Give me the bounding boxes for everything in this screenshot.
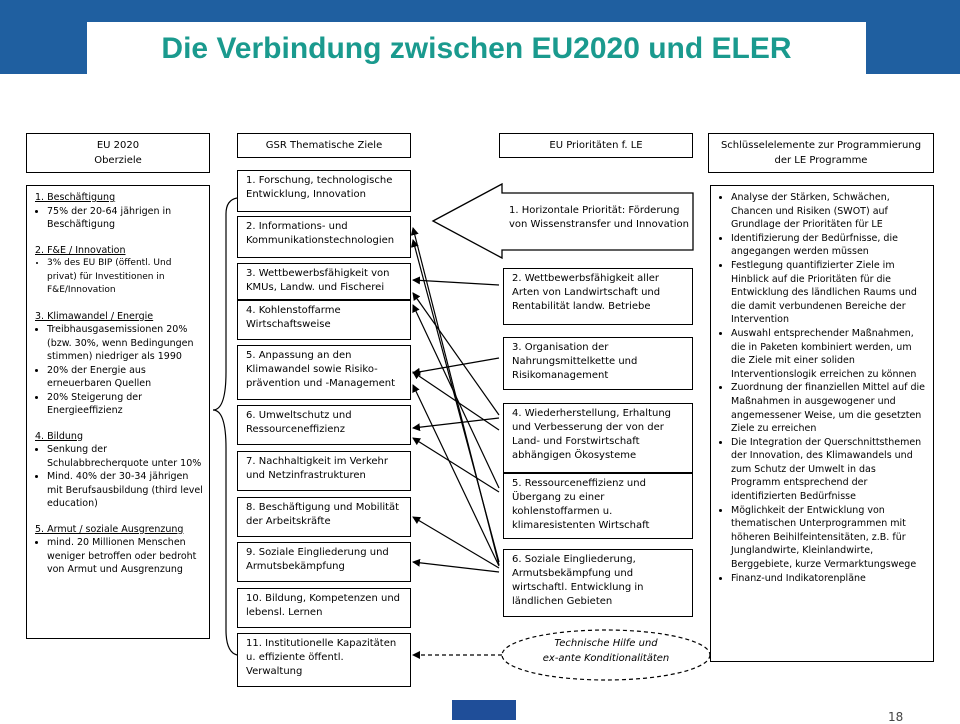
- eu2020-goal-heading: 2. F&E / Innovation: [35, 244, 126, 256]
- eu2020-goal-bullet: • 20% Steigerung der Energieeffizienz: [47, 391, 203, 418]
- key-element-item: • Analyse der Stärken, Schwächen, Chancen und Risiken (SWOT) auf Grundlage der Prioritäten für LE: [731, 191, 927, 232]
- eu2020-goal-3: [35, 310, 203, 418]
- thematic-goal-10: 10. Bildung, Kompetenzen und lebensl. Lernen: [237, 588, 411, 628]
- eu2020-goal-bullet: • mind. 20 Millionen Menschen weniger betroffen oder bedroht von Armut und Ausgrenzung: [47, 536, 203, 577]
- eu2020-goal-heading: 4. Bildung: [35, 430, 83, 442]
- page-number: 18: [888, 710, 904, 724]
- thematic-goal-3: 3. Wettbewerbsfähigkeit von KMUs, Landw. und Fischerei: [237, 263, 411, 300]
- thematic-goal-8: 8. Beschäftigung und Mobilität der Arbeitskräfte: [237, 497, 411, 537]
- header-gsr-label: GSR Thematische Ziele: [265, 140, 383, 151]
- eu2020-goals-panel: [26, 185, 210, 639]
- key-element-item: • Finanz-und Indikatorenpläne: [731, 572, 927, 586]
- eu2020-goal-heading: 3. Klimawandel / Energie: [35, 310, 154, 322]
- header-priorities-label: EU Prioritäten f. LE: [549, 140, 643, 151]
- thematic-goal-11: 11. Institutionelle Kapazitäten u. effiziente öffentl. Verwaltung: [237, 633, 411, 687]
- priority-4: 4. Wiederherstellung, Erhaltung und Verbesserung der von der Land- und Forstwirtschaft abhängigen Ökosysteme: [503, 403, 693, 473]
- priority-3: 3. Organisation der Nahrungsmittelkette und Risikomanagement: [503, 337, 693, 390]
- key-element-item: • Auswahl entsprechender Maßnahmen, die in Paketen kombiniert werden, um die Ziele mit einer soliden Interventionslogik erreichen zu können: [731, 327, 927, 381]
- eu2020-goal-bullet: • 20% der Energie aus erneuerbaren Quellen: [47, 364, 203, 391]
- thematic-goal-4: 4. Kohlenstoffarme Wirtschaftsweise: [237, 300, 411, 340]
- eu2020-goal-1: [35, 191, 203, 232]
- thematic-goal-1: 1. Forschung, technologische Entwicklung, Innovation: [237, 170, 411, 212]
- key-elements-panel: [710, 185, 934, 662]
- eu2020-goal-bullet: • Treibhausgasemissionen 20% (bzw. 30%, wenn Bedingungen stimmen) niedriger als 1990: [47, 323, 203, 364]
- eu2020-goal-2: [35, 244, 203, 298]
- eu2020-goal-bullet: • 3% des EU BIP (öffentl. Und privat) für Investitionen in F&E/Innovation: [47, 257, 203, 298]
- thematic-goal-9: 9. Soziale Eingliederung und Armutsbekämpfung: [237, 542, 411, 582]
- eu2020-goal-bullet: • Senkung der Schulabbrecherquote unter 10%: [47, 443, 203, 470]
- arrow-p3-tg5: [413, 358, 499, 373]
- technical-aid-line1: Technische Hilfe und: [554, 638, 658, 649]
- eu2020-goal-heading: 1. Beschäftigung: [35, 192, 116, 203]
- priority-2: 2. Wettbewerbsfähigkeit aller Arten von Landwirtschaft und Rentabilität landw. Betriebe: [503, 268, 693, 325]
- thematic-goal-5: 5. Anpassung an den Klimawandel sowie Risiko-prävention und -Management: [237, 345, 411, 400]
- key-element-item: • Identifizierung der Bedürfnisse, die angegangen werden müssen: [731, 232, 927, 259]
- header-eu2020-line1: EU 2020: [96, 140, 140, 151]
- eu2020-goal-5: [35, 523, 203, 577]
- key-element-item: • Die Integration der Querschnittsthemen der Innovation, des Klimawandels und zum Schutz der Umwelt in das Programm entsprechend der identifizierten Bedürfnisse: [731, 436, 927, 504]
- eu2020-goal-4: [35, 430, 203, 511]
- priority-1: 1. Horizontale Priorität: Förderung von Wissenstransfer und Innovation: [509, 205, 689, 230]
- header-eu2020-line2: Oberziele: [94, 155, 142, 166]
- priority-5: 5. Ressourceneffizienz und Übergang zu einer kohlenstoffarmen u. klimaresistenten Wirtschaft: [503, 473, 693, 539]
- thematic-goal-7: 7. Nachhaltigkeit im Verkehr und Netzinfrastrukturen: [237, 451, 411, 491]
- technical-aid-label: [506, 636, 706, 666]
- key-element-item: • Festlegung quantifizierter Ziele im Hinblick auf die Prioritäten für die Entwicklung des ländlichen Raums und die damit verbundenen Bereiche der Intervention: [731, 259, 927, 327]
- eu2020-goal-heading: 5. Armut / soziale Ausgrenzung: [35, 523, 184, 535]
- thematic-goal-6: 6. Umweltschutz und Ressourceneffizienz: [237, 405, 411, 445]
- key-element-item: • Möglichkeit der Entwicklung von thematischen Unterprogrammen mit höheren Beihilfeintensitäten, z.B. für Junglandwirte, Kleinlandwirte, Berggebiete, kurze Vermarktungswege: [731, 504, 927, 572]
- arrow-p6-tg9: [413, 562, 499, 572]
- eu-flag: [452, 700, 516, 720]
- arrow-p6-tg5: [413, 385, 499, 566]
- thematic-goal-2: 2. Informations- und Kommunikationstechnologien: [237, 216, 411, 258]
- page-title: Die Verbindung zwischen EU2020 und ELER: [161, 32, 792, 65]
- header-key-line1: Schlüsselelemente zur Programmierung: [720, 140, 922, 151]
- priority-6: 6. Soziale Eingliederung, Armutsbekämpfung und wirtschaftl. Entwicklung in ländlichen Gebieten: [503, 549, 693, 617]
- arrow-p5-tg6: [413, 438, 499, 492]
- header-key-line2: der LE Programme: [774, 155, 868, 166]
- arrow-p4-tg6: [413, 418, 499, 428]
- eu2020-goal-bullet: • Mind. 40% der 30-34 jährigen mit Berufsausbildung (third level education): [47, 470, 203, 511]
- eu2020-goal-bullet: • 75% der 20-64 jährigen in Beschäftigung: [47, 205, 203, 232]
- brace: [213, 198, 237, 655]
- technical-aid-line2: ex-ante Konditionalitäten: [542, 653, 670, 664]
- key-element-item: • Zuordnung der finanziellen Mittel auf die Maßnahmen in ausgewogener und angemessener Weise, um die gesetzten Ziele zu erreichen: [731, 381, 927, 435]
- arrow-p6-tg8: [413, 517, 499, 568]
